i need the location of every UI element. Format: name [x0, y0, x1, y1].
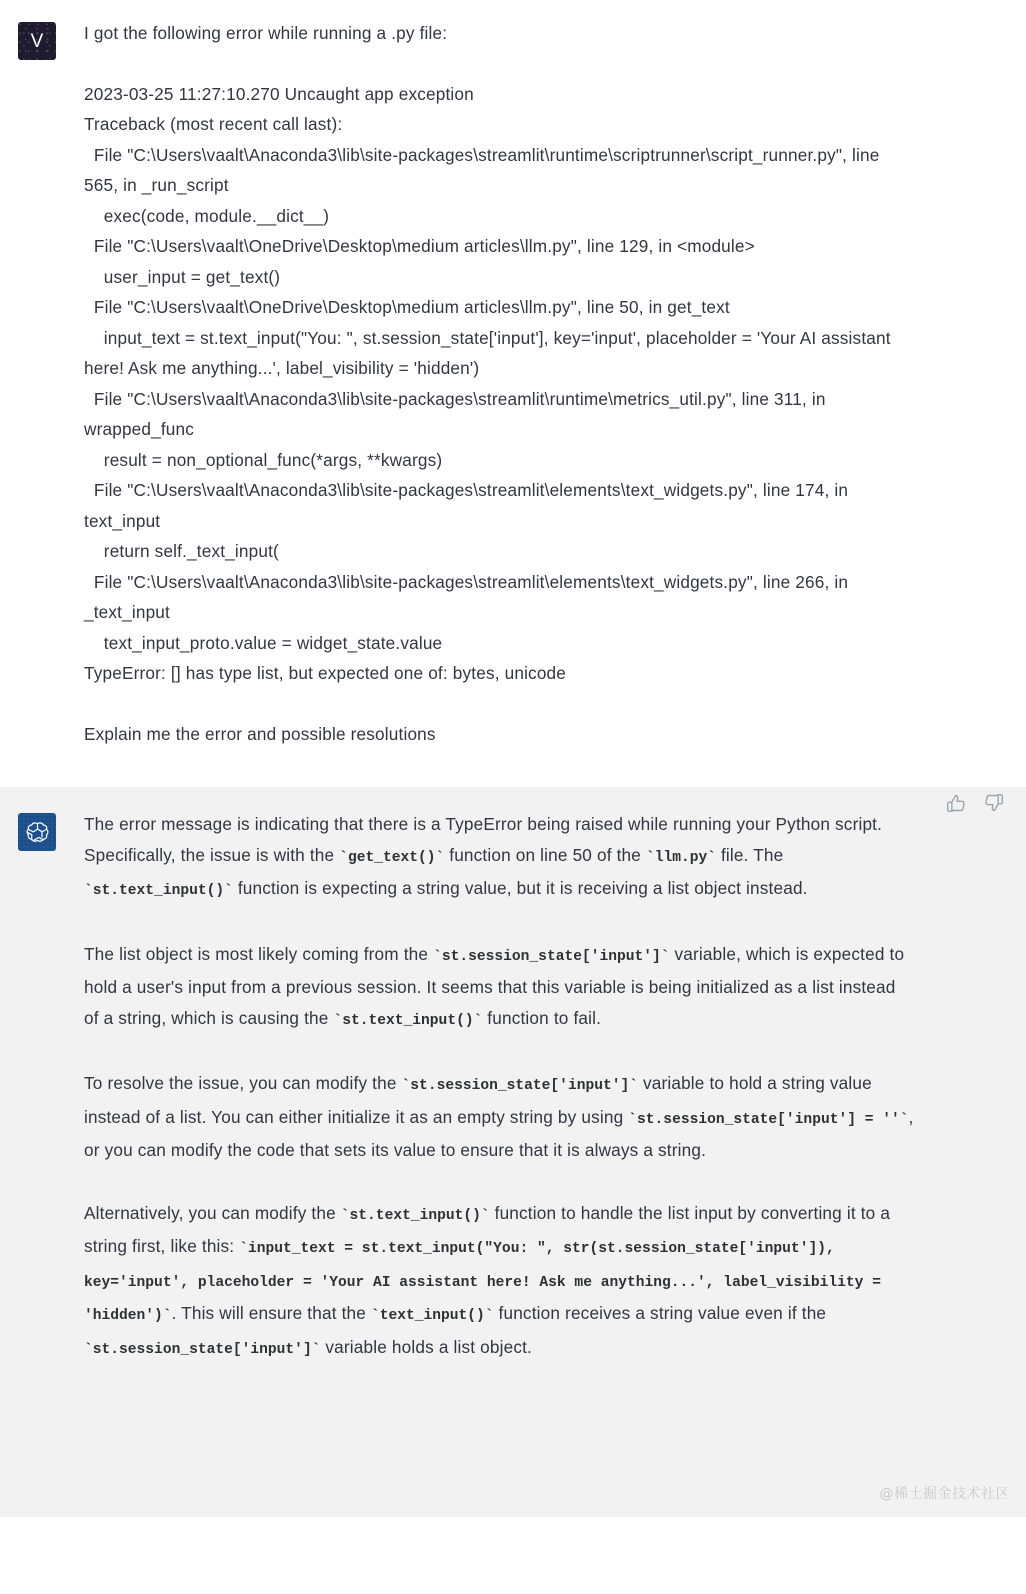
user-message-turn	[0, 0, 1026, 787]
assistant-turn-inner	[0, 809, 1026, 1365]
paragraph-text: variable, which is expected to hold a user's input from a previous session. It seems that this variable is being initialized as a list instead of a string, which is causing the	[84, 943, 905, 1028]
assistant-message-turn	[0, 787, 1026, 1517]
paragraph-text: variable holds a list object.	[320, 1336, 532, 1357]
paragraph-text: function on line 50 of the	[444, 844, 646, 865]
paragraph-text: variable to hold a string value instead of a list. You can either initialize it as an empty string by using	[84, 1073, 872, 1127]
site-watermark: @稀土掘金技术社区	[879, 1486, 1010, 1502]
paragraph-text: function receives a string value even if the	[493, 1303, 827, 1323]
paragraph-text: function to handle the list input by converting it to a string first, like this:	[84, 1202, 891, 1256]
feedback-controls	[946, 793, 1004, 813]
inline-code: `st.text_input()`	[340, 1207, 490, 1224]
paragraph-text: To resolve the issue, you can modify the	[84, 1073, 402, 1093]
inline-code: `st.session_state['input']`	[84, 1341, 321, 1358]
assistant-paragraph	[84, 1068, 914, 1166]
inline-code: `get_text()`	[339, 849, 445, 866]
openai-logo-icon	[25, 820, 50, 845]
paragraph-text: file. The	[716, 844, 784, 865]
thumbs-down-icon[interactable]	[984, 793, 1004, 813]
paragraph-text: . This will ensure that the	[171, 1303, 371, 1323]
inline-code: `text_input()`	[370, 1308, 494, 1324]
paragraph-text: , or you can modify the code that sets its value to ensure that it is always a string.	[84, 1106, 914, 1160]
user-avatar-initial: V	[30, 30, 44, 52]
user-intro-line: I got the following error while running a .py file:	[84, 23, 448, 43]
paragraph-text: The list object is most likely coming from the	[84, 943, 434, 964]
inline-code: `st.session_state['input']`	[401, 1078, 639, 1094]
inline-code: `st.session_state['input']`	[433, 948, 670, 965]
inline-code: `llm.py`	[645, 849, 717, 866]
user-gap-1	[84, 49, 914, 79]
user-closing-line: Explain me the error and possible resolutions	[84, 723, 436, 744]
inline-code: `st.text_input()`	[84, 883, 233, 899]
assistant-paragraph	[84, 939, 914, 1037]
paragraph-text: Alternatively, you can modify the	[84, 1202, 341, 1223]
inline-code: `input_text = st.text_input("You: ", str(st.session_state['input']), key='input', placeholder = 'Your AI assistant here! Ask me anything...', label_visibility = 'hidden')`	[84, 1241, 890, 1324]
assistant-paragraph	[84, 809, 914, 907]
user-message-body	[84, 18, 914, 749]
paragraph-text: The error message is indicating that there is a TypeError being raised while running your Python script. Specifically, the issue is with the	[84, 814, 883, 865]
thumbs-up-icon[interactable]	[946, 793, 966, 813]
assistant-avatar	[18, 813, 56, 851]
paragraph-text: function is expecting a string value, but it is receiving a list object instead.	[232, 878, 808, 898]
user-avatar	[18, 22, 56, 60]
paragraph-text: function to fail.	[482, 1007, 602, 1028]
assistant-message-body	[84, 809, 914, 1365]
inline-code: `st.text_input()`	[333, 1012, 483, 1029]
user-turn-inner	[0, 18, 1026, 749]
user-traceback-block: 2023-03-25 11:27:10.270 Uncaught app exception Traceback (most recent call last): File "C:\Users\vaalt\Anaconda3\lib\site-packages\streamlit\runtime\scriptrunner\script_runner.py", line 565, in _run_script exec(code, module.__dict__) File "C:\Users\vaalt\OneDrive\Desktop\medium articles\llm.py", line 129, in <module> user_input = get_text() File "C:\Users\vaalt\OneDrive\Desktop\medium articles\llm.py", line 50, in get_text input_text = st.text_input("You: ", st.session_state['input'], key='input', placeholder = 'Your AI assistant here! Ask me anything...', label_visibility = 'hidden') File "C:\Users\vaalt\Anaconda3\lib\site-packages\streamlit\runtime\metrics_util.py", line 311, in wrapped_func result = non_optional_func(*args, **kwargs) File "C:\Users\vaalt\Anaconda3\lib\site-packages\streamlit\elements\text_widgets.py", line 174, in text_input return self._text_input( File "C:\Users\vaalt\Anaconda3\lib\site-packages\streamlit\elements\text_widgets.py", line 266, in _text_input text_input_proto.value = widget_state.value TypeError: [] has type list, but expected one of: bytes, unicode	[84, 83, 891, 683]
user-gap-2	[84, 689, 914, 719]
assistant-paragraph	[84, 1198, 914, 1366]
inline-code: `st.session_state['input'] = ''`	[628, 1111, 909, 1128]
